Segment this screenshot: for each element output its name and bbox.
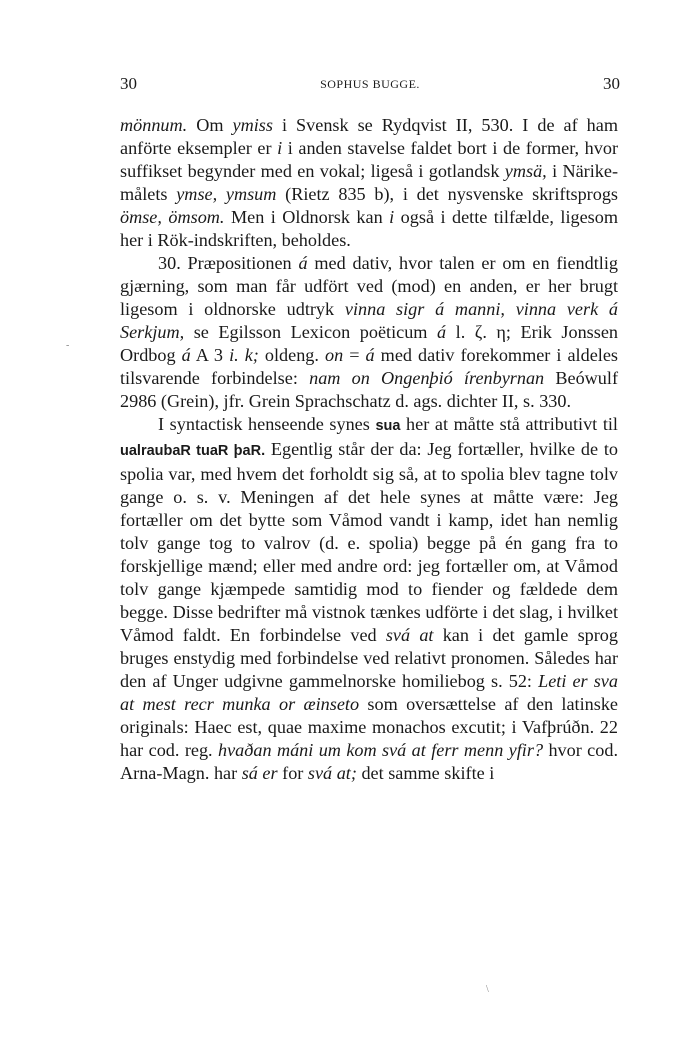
running-title: SOPHUS BUGGE. bbox=[320, 77, 420, 91]
text-run: det samme skifte i bbox=[356, 763, 495, 783]
italic-text: ymsä, bbox=[504, 161, 547, 181]
text-run: her at måtte stå attributivt til bbox=[400, 414, 618, 434]
text-run: Om bbox=[187, 115, 233, 135]
text-run: for bbox=[277, 763, 308, 783]
italic-text: nam on Ongenþió írenbyrnan bbox=[309, 368, 545, 388]
paragraph-3 bbox=[120, 413, 618, 785]
italic-text: on bbox=[325, 345, 344, 365]
page-header bbox=[120, 74, 620, 96]
text-run: = bbox=[343, 345, 366, 365]
italic-text: á bbox=[181, 345, 191, 365]
italic-text: sá er bbox=[241, 763, 278, 783]
italic-text: ymse, ymsum bbox=[176, 184, 277, 204]
paragraph-1 bbox=[120, 114, 618, 252]
italic-text: i bbox=[277, 138, 283, 158]
text-run: oldeng. bbox=[258, 345, 325, 365]
italic-text: vinna sigr á manni, vinna verk á Serkjum, bbox=[120, 299, 618, 342]
text-run: Beówulf 2986 (Grein), jfr. Grein Sprachschatz d. ags. dichter II, s. 330. bbox=[120, 368, 619, 411]
italic-text: svá at; bbox=[307, 763, 357, 783]
italic-text: mönnum. bbox=[120, 115, 188, 135]
text-run: i Närike-målets bbox=[120, 161, 618, 204]
text-run: i anden stavelse faldet bort i de former, hvor suffikset begynder med en vokal; ligeså i gotlandsk bbox=[120, 138, 618, 181]
text-run: i Svensk se Rydqvist II, 530. I de af ham anförte eksempler er bbox=[120, 115, 618, 158]
italic-text: á bbox=[437, 322, 447, 342]
italic-text: Leti er sva at mest recr munka or æinseto bbox=[120, 671, 618, 714]
italic-text: svá at bbox=[385, 625, 434, 645]
text-run: som oversættelse af den latinske originals: Haec est, quae maxime monachos excutit; i Vafþrúðn. 22 har cod. reg. bbox=[120, 694, 618, 760]
italic-text: ymiss bbox=[232, 115, 273, 135]
paragraph-2 bbox=[120, 252, 618, 413]
text-run: l. ζ. η; Erik Jonssen Ordbog bbox=[120, 322, 618, 365]
italic-text: i. k; bbox=[229, 345, 259, 365]
text-run: hvor cod. Arna-Magn. har bbox=[120, 740, 618, 783]
italic-text: ömse, ömsom. bbox=[120, 207, 225, 227]
italic-text: i bbox=[389, 207, 395, 227]
runic-transliteration: ualraubaR tuaR þaR. bbox=[120, 443, 266, 459]
text-run: 30. Præpositionen bbox=[158, 253, 299, 273]
runic-transliteration: sua bbox=[375, 418, 401, 434]
text-run: også i dette tilfælde, ligesom her i Rök-indskriften, beholdes. bbox=[120, 207, 618, 250]
italic-text: á bbox=[365, 345, 375, 365]
italic-text: hvaðan máni um kom svá at ferr menn yfir? bbox=[218, 740, 544, 760]
text-run: Men i Oldnorsk kan bbox=[224, 207, 390, 227]
body-text bbox=[120, 114, 618, 785]
text-run: se Egilsson Lexicon poëticum bbox=[184, 322, 437, 342]
text-run: (Rietz 835 b), i det nysvenske skriftsprogs bbox=[276, 184, 618, 204]
text-run: kan i det gamle sprog bruges enstydig med forbindelse ved relativt pronomen. Således har den af Unger udgivne gammelnorske homiliebog s. 52: bbox=[120, 625, 618, 691]
italic-text: á bbox=[298, 253, 308, 273]
text-run: med dativ forekommer i aldeles tilsvarende forbindelse: bbox=[120, 345, 618, 388]
page-number-left: 30 bbox=[120, 74, 137, 93]
margin-mark: - bbox=[66, 340, 70, 351]
text-run: I syntactisk henseende synes bbox=[158, 414, 376, 434]
text-run: A 3 bbox=[190, 345, 230, 365]
page-number-right: 30 bbox=[603, 74, 620, 93]
text-run: Egentlig står der da: Jeg fortæller, hvilke de to spolia var, med hvem det forholdt sig så, at to spolia blev tagne tolv gange o. s. v. Meningen af det hele synes at måtte være: Jeg fortæller om det bytte som Våmod vandt i kamp, idet han nemlig tolv gange tog to valrov (d. e. spolia) begge på én gang fra to forskjellige mænd; eller med andre ord: jeg fortæller om, at Våmod tolv gange kjæmpede samtidig mod to fiender og fældede dem begge. Disse bedrifter må vistnok tænkes udförte i det slag, i hvilket Våmod faldt. En forbindelse ved bbox=[120, 439, 618, 645]
bottom-mark: \ bbox=[486, 984, 489, 995]
text-run: med dativ, hvor talen er om en fiendtlig gjærning, som man får udfört ved (mod) en anden, er her brugt ligesom i oldnorske udtryk bbox=[120, 253, 618, 319]
